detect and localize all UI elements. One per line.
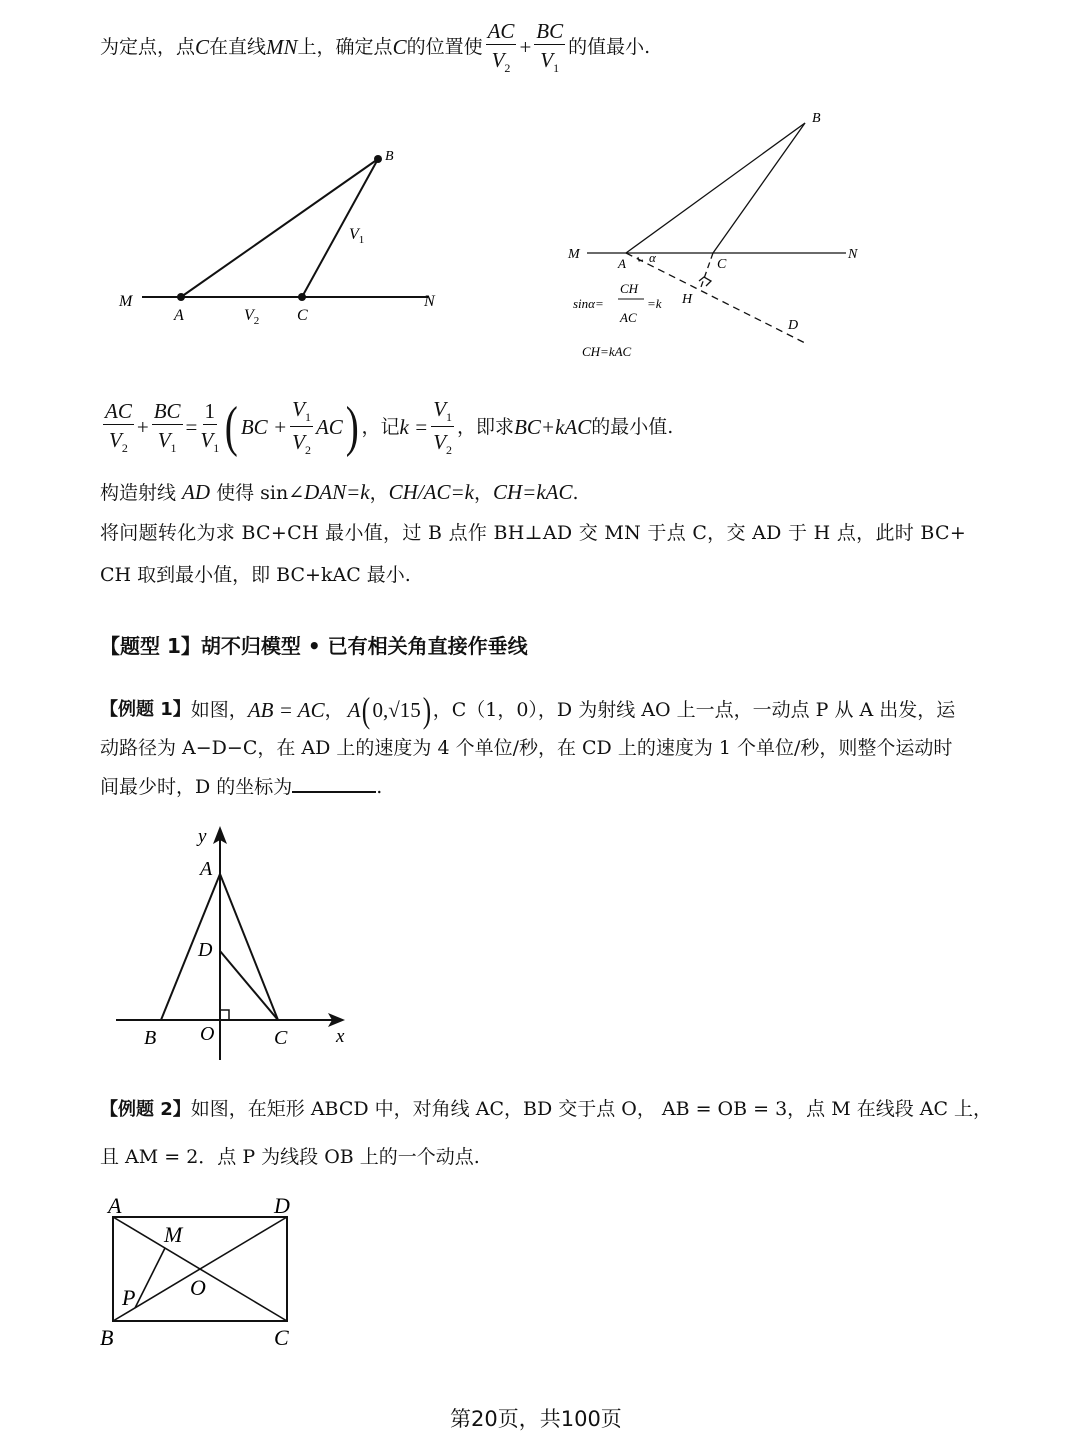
page-number: 第20页，共100页 xyxy=(450,1407,622,1431)
intro-text: 上，确定点 xyxy=(297,35,393,58)
figure-coordinate-triangle xyxy=(100,820,360,1060)
convert-line-2: CH 取到最小值，即 BC+kAC 最小. xyxy=(100,564,411,586)
angle-dan: DAN=k xyxy=(304,480,370,504)
text: ， xyxy=(324,698,344,721)
answer-blank[interactable] xyxy=(292,773,376,793)
label-b: B xyxy=(385,149,394,164)
numerator: $V_1$ xyxy=(431,398,454,427)
numerator: $V_1$ xyxy=(290,398,313,427)
label-a: A xyxy=(200,858,213,880)
fraction xyxy=(103,400,134,455)
example-label: 【例题 2】 xyxy=(100,1099,191,1120)
formula-line xyxy=(100,398,673,457)
label-d: D xyxy=(274,1193,290,1218)
intro-text: 的位置使 xyxy=(406,35,483,58)
example1-line-3 xyxy=(100,773,382,797)
label-alpha: α xyxy=(649,250,656,265)
label-v2: $V_2$ xyxy=(244,307,260,327)
fraction xyxy=(200,400,219,455)
label-n: N xyxy=(424,293,435,310)
text: 构造射线 xyxy=(100,482,183,504)
left-paren: ( xyxy=(225,396,239,459)
denominator: $V_1$ xyxy=(200,427,220,456)
example1-line-2: 动路径为 A−D−C，在 AD 上的速度为 4 个单位/秒，在 CD 上的速度为 1 个单位/秒，则整个运动时 xyxy=(100,737,953,759)
term-ac: AC xyxy=(315,414,343,439)
text: 间最少时，D 的坐标为 xyxy=(100,776,293,798)
fraction xyxy=(431,398,454,457)
construct-line xyxy=(100,482,579,503)
fraction-ac-v2 xyxy=(486,20,517,75)
intro-text: 为定点，点 xyxy=(100,35,196,58)
plus-sign: + xyxy=(136,414,149,439)
section-heading: 【题型 1】胡不归模型 • 已有相关角直接作垂线 xyxy=(100,634,528,658)
numerator: 1 xyxy=(203,400,218,425)
right-paren: ) xyxy=(345,396,359,459)
ray-ad: AD xyxy=(182,480,211,504)
intro-line xyxy=(100,20,650,75)
label-c: C xyxy=(297,307,308,324)
label-a: A xyxy=(108,1193,122,1218)
text: 如图， xyxy=(190,698,248,721)
text: 使得 sin∠ xyxy=(210,482,305,504)
text: ， xyxy=(473,482,493,504)
label-n: N xyxy=(848,247,858,262)
label-a: A xyxy=(618,256,626,271)
text: ， xyxy=(369,482,389,504)
figure-hubugui-construction xyxy=(560,100,880,370)
label-b: B xyxy=(100,1325,114,1350)
text: ，C（1，0），D 为射线 AO 上一点，一动点 P 从 A 出发，运 xyxy=(432,698,956,721)
sin-label: sinα= xyxy=(573,296,604,311)
point-c: C xyxy=(392,34,407,59)
equation: CH=kAC xyxy=(493,480,573,504)
label-o: O xyxy=(200,1023,215,1045)
text: . xyxy=(376,776,383,798)
label-b: B xyxy=(144,1027,157,1049)
denominator: $V_2$ xyxy=(292,429,311,457)
numerator: BC xyxy=(534,20,565,45)
label-c: C xyxy=(274,1325,289,1350)
point-a: A xyxy=(347,697,361,722)
left-paren: ( xyxy=(362,690,371,730)
convert-line-1: 将问题转化为求 BC+CH 最小值，过 B 点作 BH⊥AD 交 MN 于点 C，交 AD 于 H 点，此时 BC+ xyxy=(100,522,967,544)
figure-rectangle-abcd xyxy=(90,1185,330,1355)
label-y: y xyxy=(198,826,207,847)
sin-denominator: AC xyxy=(620,310,637,325)
sin-numerator: CH xyxy=(620,281,639,296)
fraction xyxy=(152,400,183,455)
label-b: B xyxy=(812,111,821,126)
equation: AB = AC xyxy=(247,697,325,722)
label-m: M xyxy=(164,1222,183,1247)
k-definition: k = xyxy=(399,414,429,439)
right-paren: ) xyxy=(422,690,431,730)
label-c: C xyxy=(274,1027,288,1049)
note-text: ，即求 xyxy=(457,415,515,438)
intro-text: 在直线 xyxy=(209,35,267,58)
numerator: AC xyxy=(486,20,517,45)
example1-line-1 xyxy=(100,692,955,728)
example2-line-2: 且 AM = 2．点 P 为线段 OB 上的一个动点. xyxy=(100,1146,480,1168)
point-c: C xyxy=(195,34,210,59)
coordinate: 0,√15 xyxy=(372,697,421,722)
label-c: C xyxy=(717,257,727,272)
label-d: D xyxy=(198,939,213,961)
example-label: 【例题 1】 xyxy=(100,699,191,720)
numerator: BC xyxy=(152,400,183,425)
label-x: x xyxy=(336,1026,345,1047)
denominator: $V_1$ xyxy=(157,427,177,456)
figure-triangle-abc xyxy=(110,140,450,330)
label-a: A xyxy=(174,307,184,324)
example2-line-1 xyxy=(100,1100,992,1119)
label-d: D xyxy=(788,318,799,333)
ratio: CH/AC=k xyxy=(388,480,474,504)
label-m: M xyxy=(119,293,133,310)
note-text: 的最小值. xyxy=(591,415,674,438)
label-o: O xyxy=(190,1275,206,1300)
ch-equation: CH=kAC xyxy=(582,344,632,359)
fraction xyxy=(290,398,313,457)
fraction-bc-v1 xyxy=(534,20,565,75)
text: 如图，在矩形 ABCD 中，对角线 AC，BD 交于点 O， AB = OB = 3，点 M 在线段 AC 上， xyxy=(190,1098,993,1120)
intro-text: 的值最小. xyxy=(568,35,651,58)
denominator: $V_2$ xyxy=(491,48,511,76)
expression: BC+kAC xyxy=(514,414,592,439)
text: . xyxy=(572,482,579,504)
label-m: M xyxy=(568,247,580,262)
numerator: AC xyxy=(103,400,134,425)
line-mn: MN xyxy=(266,34,298,59)
label-h: H xyxy=(682,292,693,307)
sin-tail: =k xyxy=(647,296,662,311)
equals-sign: = xyxy=(185,414,198,439)
term-bc: BC + xyxy=(240,414,288,439)
denominator: $V_2$ xyxy=(109,427,128,456)
denominator: $V_2$ xyxy=(433,429,453,457)
note-text: ，记 xyxy=(361,415,400,438)
plus-sign: + xyxy=(519,34,532,59)
denominator: $V_1$ xyxy=(540,48,560,76)
label-v1: $V_1$ xyxy=(349,226,365,246)
label-p: P xyxy=(122,1285,136,1310)
